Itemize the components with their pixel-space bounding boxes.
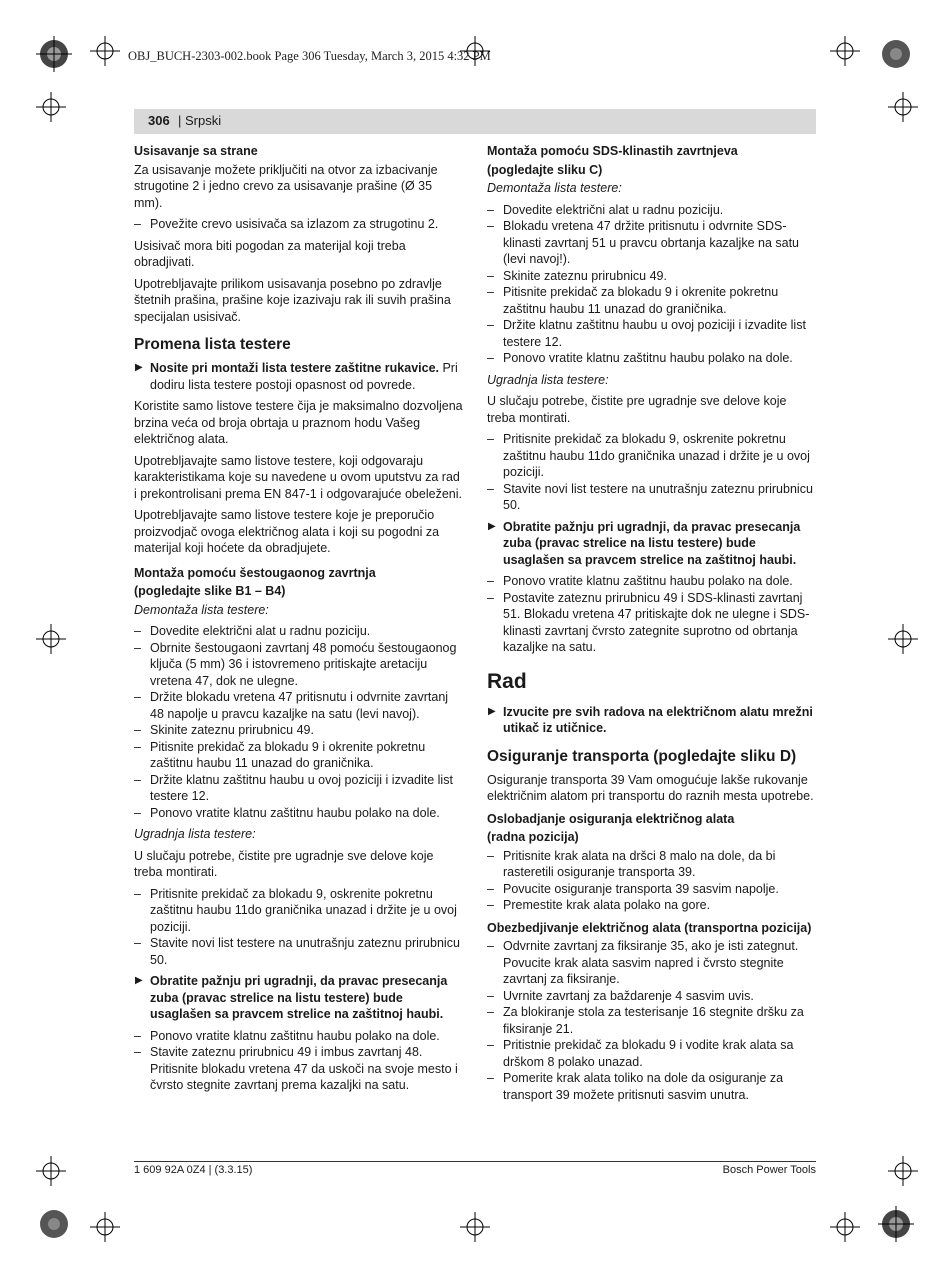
- list-item: – Blokadu vretena 47 držite pritisnutu i odvrnite SDS-klinasti zavrtanj 51 u pravcu obrtanja kazaljke na satu (levi navoj!).: [487, 218, 817, 268]
- list-item: – Držite klatnu zaštitnu haubu u ovoj poziciji i izvadite list testere 12.: [134, 772, 464, 805]
- paragraph: Upotrebljavajte samo listove testere koje je preporučio proizvodjač ovoga električnog alata i koji su pogodni za materijal koji hoćete da obradjujete.: [134, 508, 440, 555]
- list-item: – Pomerite krak alata toliko na dole da osiguranje za transport 39 možete pritisnuti sasvim unutra.: [487, 1070, 817, 1103]
- paragraph: Upotrebljavajte prilikom usisavanja posebno po zdravlje štetnih prašina, prašine koje izazivaju rak ili suvih prašina specijalan usisivač.: [134, 276, 451, 324]
- crosshair-mark-left-1: [36, 92, 66, 122]
- crosshair-mark-right-3: [888, 1156, 918, 1186]
- list-item: – Dovedite električni alat u radnu poziciju.: [134, 623, 464, 640]
- warning-bold-text: Obratite pažnju pri ugradnji, da pravac presecanja zuba (pravac strelice na listu testere) bude usaglašen sa pravcem strelice na zaštitnoj haubi.: [150, 974, 448, 1021]
- italic-label: Ugradnja lista testere:: [134, 827, 256, 841]
- list-item: – Dovedite električni alat u radnu poziciju.: [487, 202, 817, 219]
- chapter-heading: Rad: [487, 669, 527, 693]
- subsection-heading: Oslobadjanje osiguranja električnog alata: [487, 811, 735, 826]
- warning-text: Pri dodiru lista testere postoji opasnost od povrede.: [150, 361, 458, 392]
- italic-label: Demontaža lista testere:: [134, 602, 269, 617]
- list-item: – Pritisnite krak alata na dršci 8 malo na dole, da bi rasteretili osiguranje transporta 39.: [487, 848, 817, 881]
- instruction-list: [487, 202, 817, 367]
- list-item: – Ponovo vratite klatnu zaštitnu haubu polako na dole.: [487, 350, 817, 367]
- instruction-list: [134, 886, 464, 969]
- warning-triangle-icon: ▶: [488, 520, 496, 532]
- list-item: – Skinite zateznu prirubnicu 49.: [487, 268, 817, 285]
- left-column: [134, 143, 464, 1099]
- crosshair-mark-bottom-1: [90, 1212, 120, 1242]
- subsection-heading: Obezbedjivanje električnog alata (transportna pozicija): [487, 920, 812, 935]
- subsection-heading: (radna pozicija): [487, 830, 579, 844]
- section-heading: Usisavanje sa strane: [134, 144, 258, 158]
- list-item: – Pritistnie prekidač za blokadu 9 i vodite krak alata sa drškom 8 polako unazad.: [487, 1037, 817, 1070]
- list-item: – Stavite novi list testere na unutrašnju zateznu prirubnicu 50.: [134, 935, 464, 968]
- instruction-list: [134, 623, 464, 821]
- warning-triangle-icon: ▶: [135, 362, 143, 373]
- page-header-bar: [134, 109, 816, 134]
- italic-label: Ugradnja lista testere:: [487, 372, 609, 387]
- list-item: – Skinite zateznu prirubnicu 49.: [134, 722, 464, 739]
- list-item: – Odvrnite zavrtanj za fiksiranje 35, ako je isti zategnut. Povucite krak alata sasvim napred i čvrsto stegnite zavrtanj za fiksiranje.: [487, 938, 817, 988]
- list-item: – Uvrnite zavrtanj za baždarenje 4 sasvim uvis.: [487, 988, 817, 1005]
- list-item: – Povucite osiguranje transporta 39 sasvim napolje.: [487, 881, 817, 898]
- registration-mark-bottom-left: [36, 1206, 72, 1242]
- crosshair-mark-left-3: [36, 1156, 66, 1186]
- paragraph: Koristite samo listove testere čija je maksimalno dozvoljena brzina veća od broja obrtaja u praznom hodu Vašeg električnog alata.: [134, 399, 463, 446]
- list-item: – Stavite novi list testere na unutrašnju zateznu prirubnicu 50.: [487, 481, 817, 514]
- list-item: – Premestite krak alata polako na gore.: [487, 897, 817, 914]
- print-slug: OBJ_BUCH-2303-002.book Page 306 Tuesday, March 3, 2015 4:32 PM: [128, 49, 491, 63]
- warning-bold-text: Obratite pažnju pri ugradnji, da pravac presecanja zuba (pravac strelice na listu testere) bude usaglašen sa pravcem strelice na zaštitnoj haubi.: [503, 519, 801, 567]
- footer-rule: [134, 1161, 816, 1162]
- crosshair-mark-top-1: [90, 36, 120, 66]
- warning-note: [487, 519, 817, 569]
- instruction-list: [487, 431, 817, 514]
- warning-triangle-icon: ▶: [135, 975, 143, 986]
- section-heading: Promena lista testere: [134, 336, 291, 353]
- subsection-heading: (pogledajte sliku C): [487, 162, 603, 177]
- list-item: – Obrnite šestougaoni zavrtanj 48 pomoću šestougaonog ključa (5 mm) 36 i istovremeno pritiskajte aretaciju vretena 47, dok ne ulegne.: [134, 640, 464, 690]
- instruction-list: [134, 216, 464, 233]
- footer-doc-number: 1 609 92A 0Z4 | (3.3.15): [134, 1164, 253, 1176]
- list-item: – Za blokiranje stola za testerisanje 16 stegnite dršku za fiksiranje 21.: [487, 1004, 817, 1037]
- list-item: – Postavite zateznu prirubnicu 49 i SDS-klinasti zavrtanj 51. Blokadu vretena 47 pritiskajte dok ne ulegne i SDS-klinasti zavrtanj čvrsto zategnite suprotno od obrtanja kazaljke na satu.: [487, 590, 817, 656]
- warning-bold-text: Izvucite pre svih radova na električnom alatu mrežni utikač iz utičnice.: [503, 704, 813, 735]
- right-column: [487, 143, 817, 1108]
- registration-mark-top-left: [36, 36, 72, 72]
- subsection-heading: (pogledajte slike B1 – B4): [134, 584, 286, 598]
- warning-bold-text: Nosite pri montaži lista testere zaštitne rukavice.: [150, 361, 439, 375]
- italic-label: Demontaža lista testere:: [487, 181, 622, 195]
- crosshair-mark-right-1: [888, 92, 918, 122]
- paragraph: U slučaju potrebe, čistite pre ugradnje sve delove koje treba montirati.: [134, 848, 434, 879]
- paragraph: Usisivač mora biti pogodan za materijal koji treba obradjivati.: [134, 238, 406, 269]
- list-item: – Držite blokadu vretena 47 pritisnutu i odvrnite zavrtanj 48 napolje u pravcu kazaljke na satu (levi navoj).: [134, 689, 464, 722]
- warning-note: [487, 704, 817, 737]
- crosshair-mark-top-3: [830, 36, 860, 66]
- list-item: – Pitisnite prekidač za blokadu 9 i okrenite pokretnu zaštitnu haubu 11 unazad do graničnika.: [134, 739, 464, 772]
- section-heading: Osiguranje transporta (pogledajte sliku D): [487, 747, 797, 765]
- list-item: – Pritisnite prekidač za blokadu 9, oskrenite pokretnu zaštitnu haubu 11do graničnika unazad i držite je u ovoj poziciji.: [487, 431, 817, 481]
- instruction-list: [487, 938, 817, 1103]
- paragraph: U slučaju potrebe, čistite pre ugradnje sve delove koje treba montirati.: [487, 394, 787, 425]
- paragraph: Upotrebljavajte samo listove testere, koji odgovaraju karakteristikama koje su navedene u ovom uputstvu za rad i prekontrolisani prema EN 847-1 i odgovarajuće obeleženi.: [134, 453, 462, 501]
- crosshair-mark-left-2: [36, 624, 66, 654]
- crosshair-mark-right-2: [888, 624, 918, 654]
- registration-mark-top-right: [878, 36, 914, 72]
- list-item: – Pritisnite prekidač za blokadu 9, oskrenite pokretnu zaštitnu haubu 11do graničnika unazad i držite je u ovoj poziciji.: [134, 886, 464, 936]
- list-item: – Pitisnite prekidač za blokadu 9 i okrenite pokretnu zaštitnu haubu 11 unazad do graničnika.: [487, 284, 817, 317]
- list-item: – Ponovo vratite klatnu zaštitnu haubu polako na dole.: [487, 573, 817, 590]
- subsection-heading: Montaža pomoću šestougaonog zavrtnja: [134, 565, 376, 580]
- subsection-heading: Montaža pomoću SDS-klinastih zavrtnjeva: [487, 144, 738, 158]
- instruction-list: [134, 1028, 464, 1094]
- paragraph: Za usisavanje možete priključiti na otvor za izbacivanje strugotine 2 i jedno crevo za usisavanje prašine (Ø 35 mm).: [134, 162, 438, 210]
- list-item: – Povežite crevo usisivača sa izlazom za strugotinu 2.: [134, 216, 464, 233]
- crosshair-mark-bottom-2: [460, 1212, 490, 1242]
- language-label: | Srpski: [178, 113, 222, 128]
- page-number: 306: [148, 113, 170, 128]
- list-item: – Stavite zateznu prirubnicu 49 i imbus zavrtanj 48. Pritisnite blokadu vretena 47 da uskoči na svoje mesto i čvrsto stegnite zavrtanj prema kazaljki na satu.: [134, 1044, 464, 1094]
- instruction-list: [487, 848, 817, 914]
- warning-triangle-icon: ▶: [488, 705, 496, 717]
- footer-brand: Bosch Power Tools: [722, 1164, 816, 1176]
- instruction-list: [487, 573, 817, 656]
- list-item: – Ponovo vratite klatnu zaštitnu haubu polako na dole.: [134, 1028, 464, 1045]
- warning-note: [134, 973, 464, 1023]
- registration-mark-bottom-right: [878, 1206, 914, 1242]
- warning-note: [134, 360, 464, 393]
- list-item: – Ponovo vratite klatnu zaštitnu haubu polako na dole.: [134, 805, 464, 822]
- list-item: – Držite klatnu zaštitnu haubu u ovoj poziciji i izvadite list testere 12.: [487, 317, 817, 350]
- paragraph: Osiguranje transporta 39 Vam omogućuje lakše rukovanje električnim alatom pri transportu do raznih mesta upotrebe.: [487, 772, 814, 803]
- crosshair-mark-bottom-3: [830, 1212, 860, 1242]
